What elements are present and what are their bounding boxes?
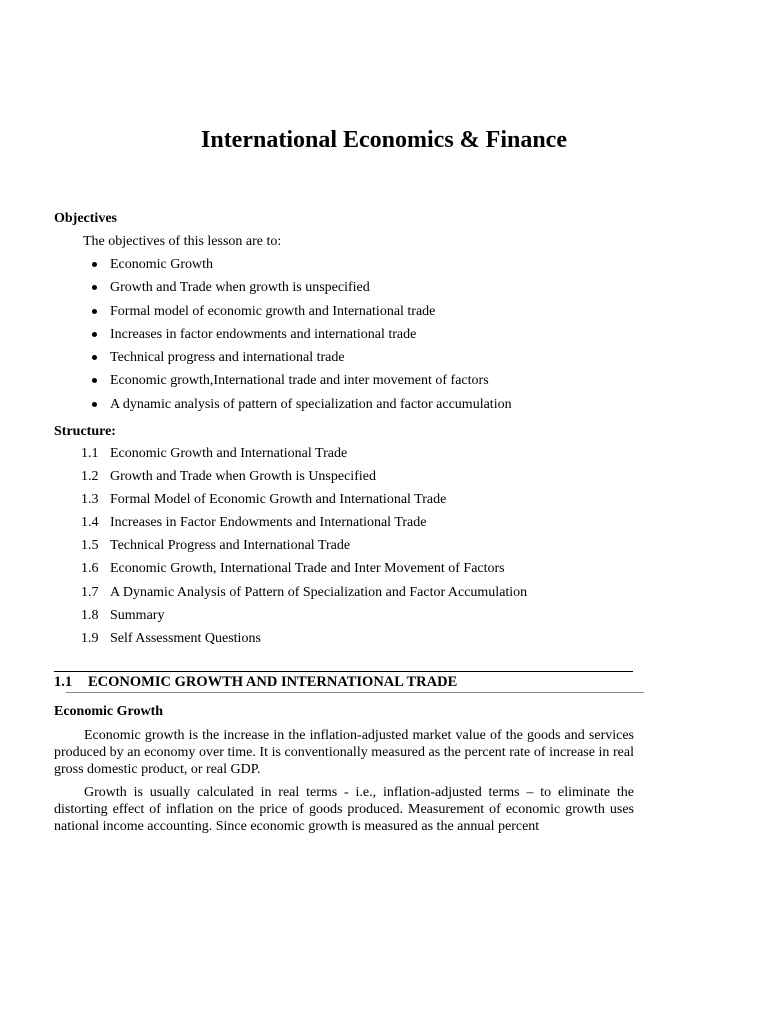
structure-item-number: 1.1: [81, 446, 99, 461]
objective-text: Increases in factor endowments and international trade: [110, 326, 417, 342]
structure-item-number: 1.6: [81, 561, 99, 577]
section-number: 1.1: [54, 674, 73, 690]
structure-item-title: Summary: [110, 607, 165, 623]
objective-item: [0, 256, 768, 279]
bullet-icon: [92, 355, 97, 360]
structure-item-title: Increases in Factor Endowments and International Trade: [110, 515, 427, 531]
bullet-icon: [92, 262, 97, 267]
objective-text: Technical progress and international trade: [110, 350, 345, 366]
structure-item-number: 1.7: [81, 584, 99, 600]
document-title: International Economics & Finance: [201, 127, 567, 153]
objective-text: A dynamic analysis of pattern of specialization and factor accumulation: [110, 396, 512, 412]
structure-item-title: Technical Progress and International Trade: [110, 538, 351, 554]
objective-text: Economic Growth: [110, 257, 214, 272]
bullet-icon: [92, 378, 97, 383]
section-heading: ECONOMIC GROWTH AND INTERNATIONAL TRADE: [88, 674, 458, 690]
objective-item: [0, 396, 768, 419]
structure-item: [0, 560, 768, 583]
structure-item-title: Formal Model of Economic Growth and International Trade: [110, 492, 447, 508]
structure-item: [0, 537, 768, 560]
structure-item-number: 1.3: [81, 492, 99, 508]
structure-item-number: 1.2: [81, 469, 99, 485]
structure-item-title: Economic Growth, International Trade and Inter Movement of Factors: [110, 561, 505, 577]
objective-text: Growth and Trade when growth is unspecified: [110, 280, 370, 296]
objectives-label: Objectives: [54, 211, 117, 226]
objective-item: [0, 326, 768, 349]
structure-item: [0, 445, 768, 468]
structure-label: Structure:: [54, 424, 116, 439]
objective-item: [0, 372, 768, 395]
structure-item-title: Economic Growth and International Trade: [110, 446, 348, 461]
objectives-intro: The objectives of this lesson are to:: [83, 234, 282, 249]
structure-item-number: 1.8: [81, 607, 99, 623]
bullet-icon: [92, 402, 97, 407]
body-paragraph: Growth is usually calculated in real terms - i.e., inflation-adjusted terms – to eliminate the distorting effect of inflation on the price of goods produced. Measurement of economic growth uses national income accounting. Since economic growth is measured as the annual percent: [54, 785, 634, 834]
structure-item: [0, 514, 768, 537]
structure-item-number: 1.9: [81, 630, 99, 646]
bullet-icon: [92, 332, 97, 337]
structure-item-title: Growth and Trade when Growth is Unspecified: [110, 469, 376, 485]
body-paragraph: Economic growth is the increase in the inflation-adjusted market value of the goods and services produced by an economy over time. It is conventionally measured as the percent rate of increase in real gross domestic product, or real GDP.: [54, 728, 634, 777]
structure-item: [0, 607, 768, 630]
structure-list: [0, 445, 768, 653]
objective-text: Economic growth,International trade and inter movement of factors: [110, 373, 489, 389]
structure-item: [0, 491, 768, 514]
objective-item: [0, 349, 768, 372]
objectives-list: [0, 256, 768, 419]
objective-item: [0, 279, 768, 302]
structure-item-number: 1.4: [81, 515, 99, 531]
bullet-icon: [92, 285, 97, 290]
objective-item: [0, 303, 768, 326]
structure-item: [0, 630, 768, 653]
structure-item-title: Self Assessment Questions: [110, 630, 261, 646]
structure-item-title: A Dynamic Analysis of Pattern of Specialization and Factor Accumulation: [110, 584, 528, 600]
structure-item-number: 1.5: [81, 538, 99, 554]
section-subheading: Economic Growth: [54, 704, 164, 719]
section-rule-bottom: [66, 692, 644, 693]
objective-text: Formal model of economic growth and International trade: [110, 303, 436, 319]
structure-item: [0, 468, 768, 491]
section-rule-top: [54, 671, 633, 672]
bullet-icon: [92, 309, 97, 314]
structure-item: [0, 584, 768, 607]
